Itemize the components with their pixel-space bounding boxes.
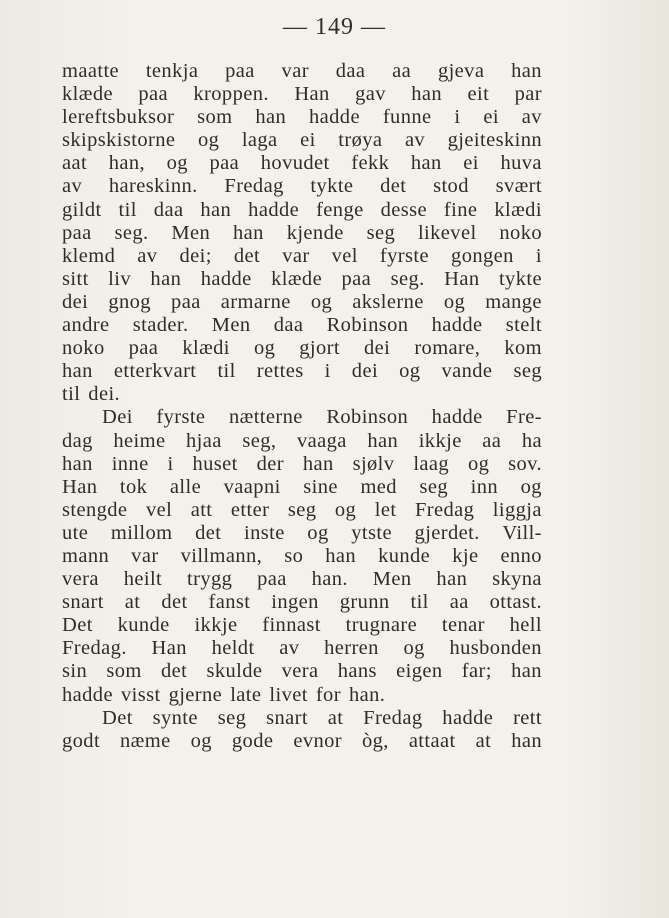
- word: i: [324, 360, 331, 383]
- word: paa: [138, 83, 169, 106]
- word: tok: [119, 475, 148, 498]
- word: liggja: [492, 498, 542, 521]
- word: hadde: [248, 198, 300, 221]
- word: det: [161, 591, 188, 614]
- word: dei.: [88, 383, 121, 406]
- word: at: [475, 729, 492, 752]
- word: kje: [452, 544, 479, 567]
- text-line: [62, 406, 542, 429]
- word: hovudet: [260, 152, 330, 175]
- word: heilt: [123, 568, 163, 591]
- word: med: [360, 475, 397, 498]
- word: han: [233, 221, 264, 244]
- word: ute: [62, 521, 89, 544]
- word: var: [131, 544, 159, 567]
- word: eit: [467, 83, 490, 106]
- word: so: [284, 544, 304, 567]
- word: til: [118, 198, 137, 221]
- word: næme: [120, 729, 171, 752]
- word: av: [62, 175, 83, 198]
- word: grunn: [339, 591, 390, 614]
- word: han: [302, 452, 334, 475]
- word: hadde: [62, 683, 113, 706]
- word: og: [253, 337, 276, 360]
- word: at: [124, 591, 141, 614]
- word: svært: [495, 175, 542, 198]
- word: paa: [257, 568, 287, 591]
- word: daa: [153, 198, 184, 221]
- word: fekk: [351, 152, 390, 175]
- word: han: [255, 106, 287, 129]
- word: Fredag.: [62, 637, 127, 660]
- word: der: [256, 452, 284, 475]
- word: fanst: [208, 591, 251, 614]
- word: visst: [120, 683, 161, 706]
- text-line: [62, 268, 542, 291]
- word: og: [399, 360, 421, 383]
- word: inn: [470, 475, 499, 498]
- text-line: [62, 129, 542, 152]
- text-line: [62, 222, 542, 245]
- word: fenge: [316, 198, 364, 221]
- word: Men: [211, 314, 251, 337]
- word: han: [436, 568, 468, 591]
- word: han.: [311, 568, 348, 591]
- word: heime: [113, 429, 166, 452]
- word: akslerne: [352, 290, 424, 313]
- word: av: [521, 106, 542, 129]
- text-line: [62, 152, 542, 175]
- word: klemd: [62, 244, 116, 267]
- word: i: [535, 244, 542, 267]
- word: gjeva: [437, 60, 485, 82]
- word: paa: [209, 152, 240, 175]
- word: hadde: [200, 267, 252, 290]
- word: var: [282, 244, 310, 267]
- word: hans: [337, 660, 377, 683]
- word: han: [511, 60, 542, 82]
- word: han: [62, 360, 93, 383]
- word: Fredag: [414, 498, 475, 521]
- word: seg: [287, 498, 317, 521]
- word: snart: [266, 706, 308, 729]
- text-line: [62, 175, 542, 198]
- text-line: [62, 453, 542, 476]
- word: ikkje: [418, 429, 462, 452]
- word: daa: [273, 314, 304, 337]
- text-line: [62, 545, 542, 568]
- word: han: [325, 544, 357, 567]
- word: han.: [348, 683, 386, 706]
- word: paa: [62, 221, 92, 244]
- word: kom: [504, 337, 542, 360]
- word: let: [374, 498, 397, 521]
- word: og: [166, 152, 188, 175]
- word: vera: [62, 568, 99, 591]
- word: sov.: [508, 452, 542, 475]
- word: hjaa: [186, 429, 222, 452]
- word: av: [279, 637, 300, 660]
- word: paa: [341, 267, 372, 290]
- word: og: [520, 475, 542, 498]
- word: Han: [62, 475, 98, 498]
- text-line: [62, 499, 542, 522]
- word: mange: [485, 290, 542, 313]
- word: og: [403, 637, 425, 660]
- word: funne: [382, 106, 432, 129]
- word: trøya: [338, 129, 383, 152]
- word: heldt: [211, 637, 255, 660]
- word: gongen: [451, 244, 514, 267]
- word: Robinson: [326, 314, 409, 337]
- word: og: [310, 290, 333, 313]
- word: i: [454, 106, 461, 129]
- word: rett: [513, 706, 542, 729]
- word: han: [150, 267, 182, 290]
- word: eigen: [396, 660, 443, 683]
- word: nætterne: [228, 406, 303, 429]
- word: andre: [62, 314, 110, 337]
- word: enno: [500, 544, 542, 567]
- word: late: [230, 683, 262, 706]
- word: gjerne: [168, 683, 223, 706]
- word: av: [137, 244, 158, 267]
- word: armarne: [220, 290, 291, 313]
- word: Men: [171, 221, 211, 244]
- word: lereftsbuksor: [62, 106, 175, 129]
- word: daa: [335, 60, 366, 82]
- word: han,: [108, 152, 146, 175]
- word: ottast.: [489, 591, 542, 614]
- word: kroppen.: [193, 83, 269, 106]
- word: millom: [110, 521, 173, 544]
- word: aa: [449, 591, 469, 614]
- word: vaapni: [223, 475, 281, 498]
- word: Han: [151, 637, 187, 660]
- word: aat: [62, 152, 88, 175]
- word: klæde: [62, 83, 113, 106]
- word: stader.: [132, 314, 189, 337]
- word: Det: [102, 706, 133, 729]
- word: Fredag: [224, 175, 284, 198]
- text-line: [62, 291, 542, 314]
- word: vande: [441, 360, 493, 383]
- word: sine: [303, 475, 338, 498]
- word: herren: [324, 637, 379, 660]
- word: ei: [483, 106, 499, 129]
- word: Dei: [102, 406, 133, 429]
- word: stelt: [505, 314, 542, 337]
- word: vel: [331, 244, 358, 267]
- word: skipskistorne: [62, 129, 176, 152]
- word: huva: [500, 152, 542, 175]
- word: Fredag: [363, 706, 423, 729]
- word: maatte: [62, 60, 120, 82]
- word: seg: [366, 221, 396, 244]
- text-line: [62, 199, 542, 222]
- text-line: [62, 337, 542, 360]
- word: hadde: [431, 406, 483, 429]
- text-line: [62, 476, 542, 499]
- word: var: [281, 60, 309, 82]
- word: som: [106, 660, 142, 683]
- word: gjort: [299, 337, 340, 360]
- word: gildt: [62, 198, 102, 221]
- word: snart: [62, 591, 104, 614]
- word: seg: [419, 475, 449, 498]
- word: att: [190, 498, 213, 521]
- word: synte: [152, 706, 198, 729]
- word: kunde: [378, 544, 431, 567]
- word: godt: [62, 729, 101, 752]
- word: tenar: [441, 614, 485, 637]
- word: rettes: [256, 360, 304, 383]
- text-line: [62, 637, 542, 660]
- word: trygg: [187, 568, 233, 591]
- word: vaaga: [296, 429, 347, 452]
- text-line: [62, 430, 542, 453]
- word: Fre-: [506, 406, 542, 429]
- word: til: [410, 591, 429, 614]
- word: hareskinn.: [108, 175, 198, 198]
- word: Det: [62, 614, 93, 637]
- word: seg: [513, 360, 542, 383]
- text-line: [62, 591, 542, 614]
- text-line: [62, 106, 542, 129]
- word: paa: [128, 337, 159, 360]
- word: han: [410, 152, 442, 175]
- word: gjeiteskinn: [447, 129, 542, 152]
- word: han: [62, 452, 93, 475]
- word: aa: [392, 60, 412, 82]
- word: desse: [380, 198, 427, 221]
- word: tykte: [498, 267, 542, 290]
- word: klæde: [271, 267, 323, 290]
- word: og: [467, 452, 490, 475]
- word: han: [511, 729, 542, 752]
- word: òg,: [362, 729, 389, 752]
- word: far;: [461, 660, 492, 683]
- word: husbonden: [449, 637, 542, 660]
- word: noko: [62, 337, 105, 360]
- text-line: [62, 707, 542, 730]
- word: seg.: [390, 267, 425, 290]
- word: tykte: [310, 175, 354, 198]
- word: etter: [230, 498, 270, 521]
- word: fyrste: [379, 244, 429, 267]
- word: for: [315, 683, 341, 706]
- word: par: [514, 83, 542, 106]
- word: til: [62, 383, 81, 406]
- word: inste: [243, 521, 285, 544]
- word: gode: [231, 729, 274, 752]
- word: dei: [364, 337, 391, 360]
- word: etterkvart: [113, 360, 197, 383]
- word: kjende: [286, 221, 344, 244]
- word: aa: [482, 429, 502, 452]
- word: fyrste: [156, 406, 206, 429]
- word: paa: [225, 60, 255, 82]
- word: sjølv: [352, 452, 395, 475]
- word: ytste: [351, 521, 392, 544]
- word: gnog: [108, 290, 151, 313]
- word: Han: [294, 83, 330, 106]
- word: liv: [108, 267, 131, 290]
- word: skulde: [206, 660, 263, 683]
- word: laag: [413, 452, 450, 475]
- word: det: [380, 175, 407, 198]
- word: det: [233, 244, 261, 267]
- word: av: [404, 129, 426, 152]
- word: romare,: [414, 337, 481, 360]
- word: ei: [463, 152, 479, 175]
- word: klædi: [494, 198, 542, 221]
- word: det: [195, 521, 222, 544]
- word: stod: [433, 175, 469, 198]
- word: skyna: [492, 568, 542, 591]
- word: ikkje: [194, 614, 238, 637]
- word: Robinson: [326, 406, 409, 429]
- word: likevel: [417, 221, 477, 244]
- word: klædi: [182, 337, 230, 360]
- word: livet: [269, 683, 308, 706]
- word: inne: [111, 452, 149, 475]
- word: sitt: [62, 267, 89, 290]
- text-line: [62, 522, 542, 545]
- text-line: [62, 614, 542, 637]
- word: seg: [217, 706, 247, 729]
- word: dag: [62, 429, 93, 452]
- word: ingen: [271, 591, 319, 614]
- word: laga: [241, 129, 278, 152]
- word: seg,: [242, 429, 277, 452]
- word: gav: [355, 83, 386, 106]
- word: hadde: [431, 314, 483, 337]
- word: han: [411, 83, 443, 106]
- word: hadde: [309, 106, 360, 129]
- word: ha: [521, 429, 542, 452]
- word: hell: [509, 614, 542, 637]
- word: ei: [300, 129, 316, 152]
- word: det: [160, 660, 188, 683]
- text-line: [62, 660, 542, 683]
- word: seg.: [114, 221, 149, 244]
- word: tenkja: [145, 60, 199, 82]
- body-text: [62, 60, 542, 753]
- word: til: [217, 360, 236, 383]
- text-line: [62, 684, 542, 707]
- word: mann: [62, 544, 110, 567]
- word: paa: [171, 290, 201, 313]
- word: Men: [372, 568, 412, 591]
- word: Vill-: [502, 521, 542, 544]
- word: Han: [444, 267, 480, 290]
- word: trugnare: [345, 614, 418, 637]
- word: i: [167, 452, 174, 475]
- word: han: [511, 660, 542, 683]
- word: gjerdet.: [414, 521, 480, 544]
- word: og: [190, 729, 212, 752]
- word: vel: [145, 498, 173, 521]
- word: villmann,: [180, 544, 263, 567]
- word: finnast: [262, 614, 321, 637]
- text-line: [62, 383, 542, 406]
- word: dei: [62, 290, 89, 313]
- word: dei;: [179, 244, 212, 267]
- word: huset: [192, 452, 238, 475]
- word: alle: [169, 475, 202, 498]
- word: og: [197, 129, 220, 152]
- word: og: [443, 290, 466, 313]
- page-number: — 149 —: [283, 14, 386, 40]
- text-line: [62, 83, 542, 106]
- word: som: [197, 106, 233, 129]
- word: sin: [62, 660, 88, 683]
- word: vera: [281, 660, 319, 683]
- text-line: [62, 245, 542, 268]
- word: noko: [499, 221, 542, 244]
- word: og: [307, 521, 329, 544]
- word: evnor: [293, 729, 343, 752]
- text-line: [62, 360, 542, 383]
- word: stengde: [62, 498, 128, 521]
- word: kunde: [117, 614, 170, 637]
- text-line: [62, 314, 542, 337]
- word: han: [200, 198, 232, 221]
- text-line: [62, 730, 542, 753]
- word: fine: [443, 198, 478, 221]
- word: at: [327, 706, 344, 729]
- word: dei: [351, 360, 379, 383]
- text-line: [62, 60, 542, 83]
- word: hadde: [442, 706, 494, 729]
- word: han: [367, 429, 399, 452]
- text-line: [62, 568, 542, 591]
- word: og: [334, 498, 357, 521]
- word: attaat: [408, 729, 456, 752]
